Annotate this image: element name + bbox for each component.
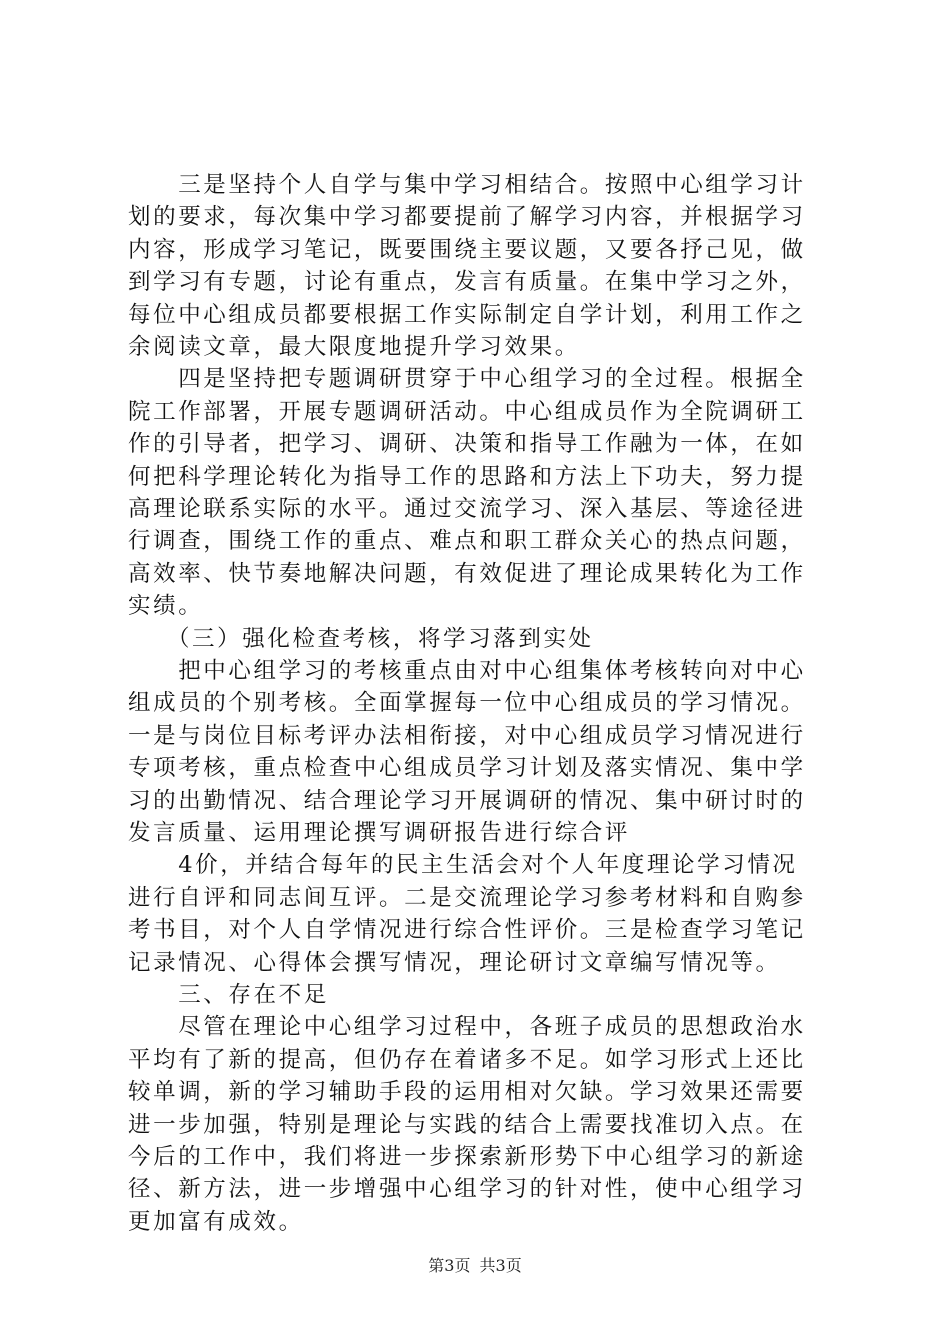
text-line: 院工作部署，开展专题调研活动。中心组成员作为全院调研工 <box>128 398 806 425</box>
page-number: 第3页 <box>428 1256 471 1275</box>
text-line: 专项考核，重点检查中心组成员学习计划及落实情况、集中学 <box>128 755 806 782</box>
text-line: 把中心组学习的考核重点由对中心组集体考核转向对中心 <box>128 658 806 684</box>
text-line: 径、新方法，进一步增强中心组学习的针对性，使中心组学习 <box>128 1176 806 1203</box>
text-line: 记录情况、心得体会撰写情况，理论研讨文章编写情况等。 <box>128 949 781 976</box>
text-line: 高效率、快节奏地解决问题，有效促进了理论成果转化为工作 <box>128 560 806 587</box>
page-total: 共3页 <box>479 1256 522 1275</box>
text-line: 三是坚持个人自学与集中学习相结合。按照中心组学习计 <box>128 172 806 198</box>
text-line: 进行自评和同志间互评。二是交流理论学习参考材料和自购参 <box>128 884 806 911</box>
text-line: 到学习有专题，讨论有重点，发言有质量。在集中学习之外， <box>128 269 806 296</box>
text-line: 尽管在理论中心组学习过程中，各班子成员的思想政治水 <box>128 1014 806 1041</box>
text-line: 一是与岗位目标考评办法相衔接，对中心组成员学习情况进行 <box>128 722 806 749</box>
text-line: 作的引导者，把学习、调研、决策和指导工作融为一体，在如 <box>128 431 806 458</box>
text-line: 行调查，围绕工作的重点、难点和职工群众关心的热点问题， <box>128 528 806 555</box>
text-line: 内容，形成学习笔记，既要围绕主要议题，又要各抒己见，做 <box>128 236 806 263</box>
page-footer <box>0 1256 950 1276</box>
text-line: 习的出勤情况、结合理论学习开展调研的情况、集中研讨时的 <box>128 787 806 814</box>
text-line: 平均有了新的提高，但仍存在着诸多不足。如学习形式上还比 <box>128 1046 806 1073</box>
text-line: 进一步加强，特别是理论与实践的结合上需要找准切入点。在 <box>128 1111 806 1138</box>
text-line: 每位中心组成员都要根据工作实际制定自学计划，利用工作之 <box>128 301 806 328</box>
text-line: 发言质量、运用理论撰写调研报告进行综合评 <box>128 820 631 846</box>
text-line: 考书目，对个人自学情况进行综合性评价。三是检查学习笔记 <box>128 917 806 944</box>
text-line: 实绩。 <box>128 593 204 620</box>
text-line: 更加富有成效。 <box>128 1208 304 1235</box>
section-heading: 三、存在不足 <box>128 982 329 1008</box>
text-line: 四是坚持把专题调研贯穿于中心组学习的全过程。根据全 <box>128 366 806 393</box>
text-line: 划的要求，每次集中学习都要提前了解学习内容，并根据学习 <box>128 204 806 231</box>
text-line: 组成员的个别考核。全面掌握每一位中心组成员的学习情况。 <box>128 690 806 717</box>
text-line: 高理论联系实际的水平。通过交流学习、深入基层、等途径进 <box>128 496 806 522</box>
section-heading: （三）强化检查考核，将学习落到实处 <box>128 625 594 652</box>
text-line: 今后的工作中，我们将进一步探索新形势下中心组学习的新途 <box>128 1144 806 1170</box>
text-line: 较单调，新的学习辅助手段的运用相对欠缺。学习效果还需要 <box>128 1079 806 1106</box>
text-line: 余阅读文章，最大限度地提升学习效果。 <box>128 334 580 360</box>
text-line: 何把科学理论转化为指导工作的思路和方法上下功夫，努力提 <box>128 463 806 490</box>
text-line: 4价，并结合每年的民主生活会对个人年度理论学习情况 <box>128 852 798 879</box>
